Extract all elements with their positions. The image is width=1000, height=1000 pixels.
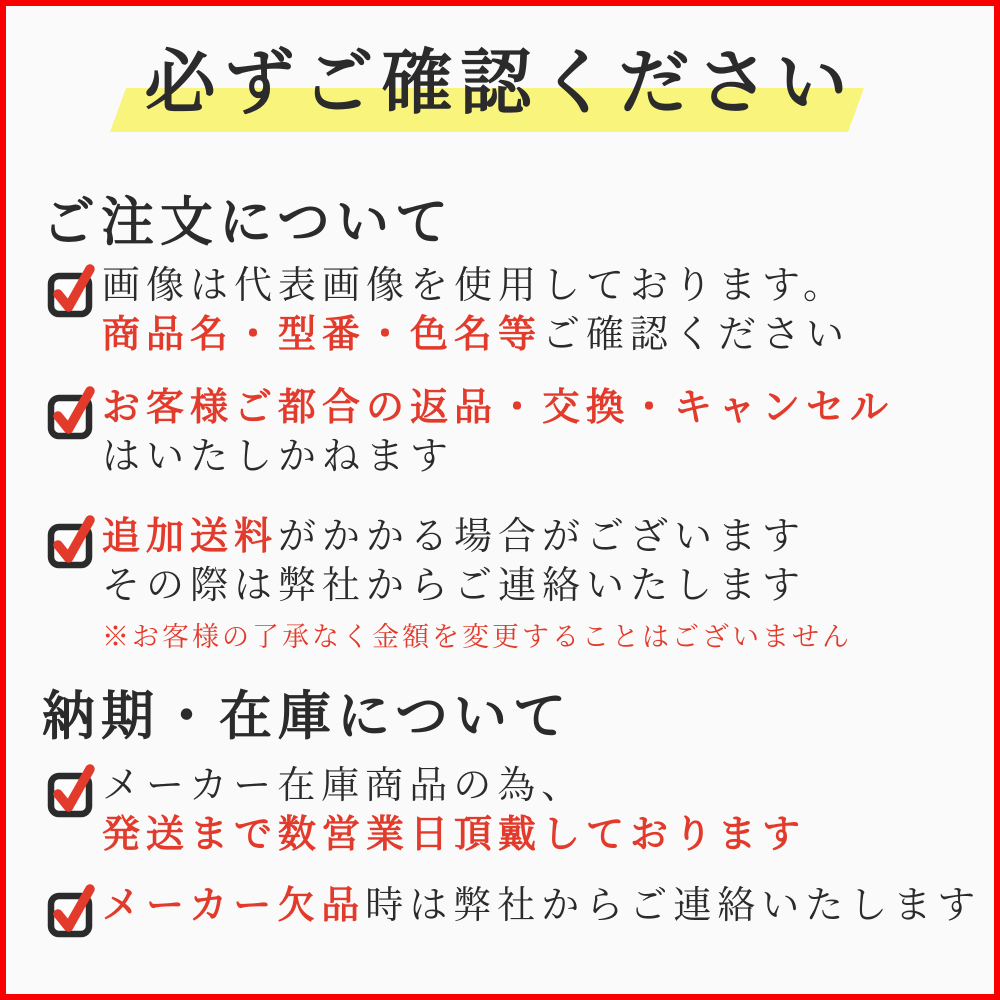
text-segment: メーカー在庫商品の為、 [102, 765, 586, 807]
checked-checkbox-icon [46, 262, 94, 319]
notice-item-extra-shipping [46, 513, 852, 654]
section-heading-stock: 納期・在庫について [42, 688, 572, 746]
checked-checkbox-icon [46, 513, 94, 570]
notice-item-text [102, 882, 981, 931]
text-segment: 時は弊社からご連絡いたします [365, 885, 982, 927]
notice-item-maker-shortage [46, 882, 981, 939]
notice-item-text [102, 762, 806, 860]
text-segment: はいたしかねます [102, 436, 455, 478]
section-heading-order: ご注文について [42, 194, 454, 252]
notice-item-returns [46, 384, 894, 482]
text-segment-emphasis: メーカー欠品 [102, 885, 366, 927]
page-title: 必ずご確認ください [144, 45, 856, 123]
text-segment: その際は弊社からご連絡いたします [102, 565, 807, 607]
price-change-note: ※お客様の了承なく金額を変更することはございません [102, 622, 852, 652]
notice-item-text [102, 384, 894, 482]
text-segment-emphasis: お客様ご都合の返品・交換・キャンセル [102, 387, 895, 429]
title-block [0, 34, 1000, 134]
checked-checkbox-icon [46, 762, 94, 819]
checked-checkbox-icon [46, 384, 94, 441]
text-segment-emphasis: 追加送料 [102, 516, 279, 558]
notice-item-text [102, 513, 852, 654]
checked-checkbox-icon [46, 882, 94, 939]
text-segment: がかかる場合がございます [278, 516, 807, 558]
text-segment: 画像は代表画像を使用しております。 [102, 265, 847, 307]
notice-item-maker-stock [46, 762, 806, 860]
notice-item-text [102, 262, 850, 360]
notice-item-representative-image [46, 262, 850, 360]
text-segment: ご確認ください [542, 314, 851, 356]
text-segment-emphasis: 商品名・型番・色名等 [102, 314, 543, 356]
text-segment-emphasis: 発送まで数営業日頂戴しております [102, 814, 807, 856]
